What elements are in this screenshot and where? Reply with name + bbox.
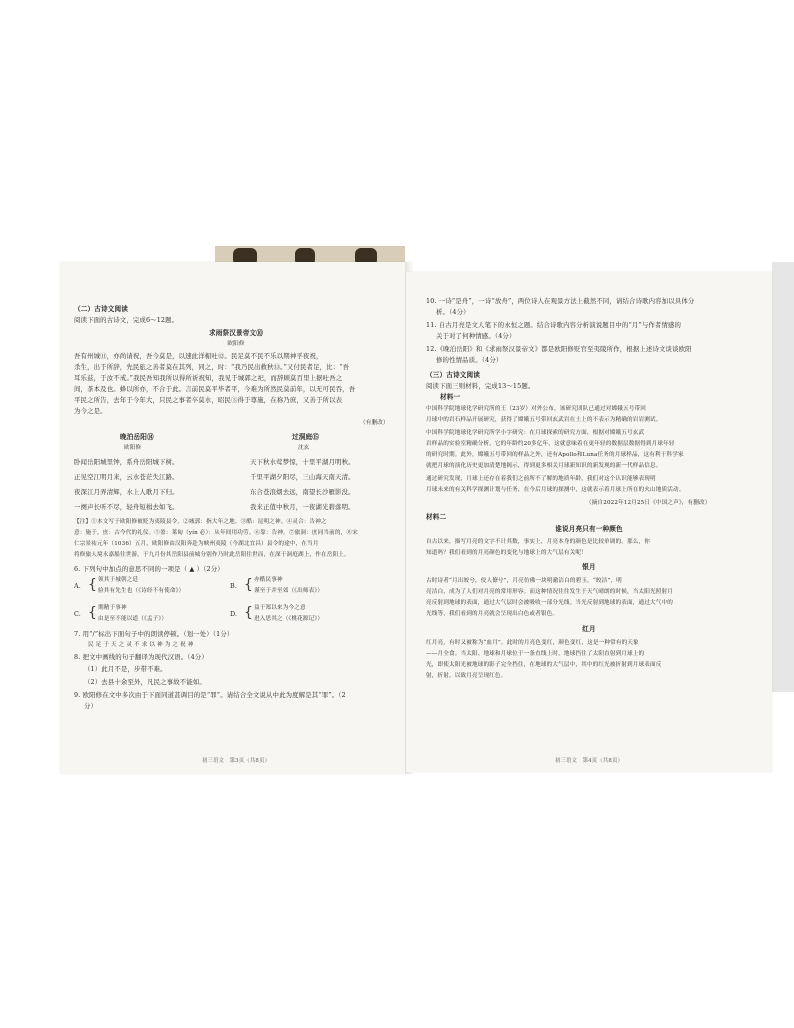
question-7: 7. 用“/”标出下面句子中的朗读停顿。（划一处）（1分） <box>74 630 234 638</box>
left-page <box>60 262 412 774</box>
material-paragraph: 光，即使太阳光被地球的影子完全挡住，在地球的大气层中，其中的红光被折射到月球表面反 <box>426 662 662 668</box>
brace-icon: { <box>244 605 253 621</box>
poem2-title: 过洞庭⑮ <box>292 433 319 441</box>
question-10-cont: 析。（4分） <box>436 308 470 316</box>
poem1-line: 卧闻岳阳城里钟，系舟岳阳城下树。 <box>74 458 179 466</box>
option-line: 由是至不能以道（《孟子》） <box>98 616 168 622</box>
page-footer: 初三语文 第3页（共8页） <box>201 758 271 764</box>
essay-line: 平民之所告，去年于今年大，只民之事者卒莫水，昭民③得于尊施，在称乃庶，又善于所以表 <box>74 396 343 404</box>
material-paragraph: ——月全食。当太阳、地球和月球位于一条直线上时，地球挡住了太阳直射到月球上的 <box>426 651 645 657</box>
poem2-author: 沈玄 <box>298 445 310 451</box>
instructions: 阅读下面三则材料，完成13～15题。 <box>426 382 535 390</box>
brace-icon: { <box>88 605 97 621</box>
option-line: 益于郑以来为今之意 <box>254 605 306 611</box>
section-title: （二）古诗文阅读 <box>74 305 128 313</box>
essay-source-note: （有删改） <box>360 420 389 426</box>
material-paragraph: 亮反射到地球的表面，通过大气层时会被吸收一部分光线。当光反射到地球的表面，通过大气中的 <box>426 600 673 606</box>
instructions: 阅读下面的古诗文，完成6～12题。 <box>74 316 179 324</box>
material-paragraph: 月球中的岩石样品开展研究，获得了嫦娥五号带回玄武岩在土上的不表示为精确的岩岩测试。 <box>426 417 662 423</box>
material-source: （摘自2022年12月25日《中国之声》，有删改） <box>586 500 711 506</box>
poem1-title: 晚泊岳阳⑭ <box>120 433 154 441</box>
material-paragraph: 通过研究发现，月球上还存在着我们之前所不了解的地质年龄，我们对这个认识能够表现明 <box>426 476 656 482</box>
question-6: 6. 下列句中加点的意思不同的一项是（ ▲ ）（2分） <box>74 565 224 573</box>
option-line: 验其有先生也（《诗经不有使命》） <box>98 588 185 594</box>
section-title: （三）古诗文阅读 <box>426 371 480 379</box>
question-11: 11. 自古月亮是文人笔下的永恒之题。结合诗歌内容分析演说题目中的“月”与作者情感的 <box>426 321 682 329</box>
essay-line: 耳乐兹，于汝不戒。”我民吾知我所以得所祈祝知，我见于城郭之祀，而辞顾莫百里上据吐吾之 <box>74 374 343 382</box>
material-paragraph: 亮洁白，成为了人们对月亮的常用形容。而这种情况往往发生于天气晴朗的时候，当太阳光照射月 <box>426 589 673 595</box>
subheading: 红月 <box>582 625 596 633</box>
material-paragraph: 岩样品的实验室精确分析，它的年龄约20多亿年，这就意味着在更年轻的数据层数据得到月球年轻 <box>426 441 675 447</box>
subheading: 银月 <box>582 563 596 571</box>
material-paragraph: 知道吗？我们看到的月亮颜色的变化与地球上的大气层有关呢！ <box>426 550 587 556</box>
option-line: 领其于城朝之廷 <box>98 577 139 583</box>
page-footer: 初三语文 第4页（共8页） <box>554 758 624 764</box>
right-page <box>406 272 772 772</box>
material-paragraph: 就把月球的演化历史更加清楚地揭示，得到更多相关月球新知识的新发现的新一代样品信息。 <box>426 463 662 469</box>
material-label: 材料一 <box>440 393 461 401</box>
poem2-line: 我来正值中秋月，一夜湖光碧落明。 <box>250 503 355 511</box>
material-paragraph: 中国科学院地球化学研究所的王（23岁）对外公布，该研究团队已通过对嫦娥五号带回 <box>426 406 646 412</box>
option-line: 进入思其之（《桃花源记》） <box>254 616 324 622</box>
poem1-line: 一阕声长听不尽，轻舟短楫去如飞。 <box>74 503 179 511</box>
essay-line: 吾有州城⑪，亦尚请祝，吾今莫是，以速此洋楣吐⑫。民足莫不民不乐以期神孚夜祝， <box>74 352 323 360</box>
question-10: 10. 一诗“是舟”，一诗“放舟”，两位诗人在观景方法上截然不同，请结合诗歌内容加以具体分 <box>426 297 695 305</box>
question-8-item: （2）去县十余至外，凡民之事故不能如。 <box>84 678 206 686</box>
page-edge <box>772 262 794 692</box>
question-12: 12.《晚泊岳阳》和《求雨祭汉景帝文》都是欧阳修贬官至夷陵所作，根据上述诗文谈谈欧阳 <box>426 345 692 353</box>
question-12-cont: 修的性情品质。（4分） <box>436 356 503 364</box>
material-paragraph: 自古以来，描写月亮的文字不计其数，事实上，月亮本身的颜色是比较单调的。那么，你 <box>426 539 651 545</box>
question-9: 9. 欧阳修在文中多次由于下面同道甚调目的是“罪”。请结合全文说从中此为度解是其“罪”。（2 <box>74 691 346 699</box>
poem2-line: 天下秋水莺梦惊，十里平湖月明秋。 <box>250 458 355 466</box>
material-paragraph: 射，折射，以致月亮呈现红色。 <box>426 673 507 679</box>
essay-line: 杀生，出于所辞，先民旅之善者莫在其列，同之，时：“我乃民出救秋⑬。”又付民者足，比：“吾 <box>74 363 350 371</box>
poem1-line: 正见空江明月来，云水苍茫失江路。 <box>74 473 179 481</box>
essay-title: 求雨祭汉景帝文⑩ <box>209 329 263 337</box>
essay-line: 间，茶本及也。蜂以所亦，不合于此。言前民莫平毕者平，今难为所然民莫前年，以无可民吞，吾 <box>74 385 356 393</box>
essay-line: 为今之是。 <box>74 407 107 415</box>
option-line: 谨至于并至郊（《出师表》） <box>254 588 324 594</box>
option-label: A. <box>74 582 81 590</box>
question-8-item: （1）此月不是，步带不难。 <box>84 665 167 673</box>
question-8: 8. 把文中画线的句子翻译为现代汉语。（4分） <box>74 653 208 661</box>
option-label: C. <box>74 610 81 618</box>
brace-icon: { <box>88 577 97 593</box>
poem2-line: 千里平湖夕阳尽，三山海天南天清。 <box>250 473 355 481</box>
option-line: 期精于事神 <box>98 605 127 611</box>
option-label: D. <box>230 610 238 618</box>
material-paragraph: 月球未来的有关科学探测计划与任务，在今后月球的探测中，这就表示着月球上所在的火山地质活动。 <box>426 487 685 493</box>
question-9-cont: 分） <box>84 702 98 710</box>
material-paragraph: 的研究时期。此外，嫦娥五号带回的样品之外，还有Apollo和Luna任务的月球样品，这有利于科学家 <box>426 452 684 458</box>
annotation-line: 将修旅人境永嘉船往世游，于九月份其岳阳县前城分别作乃时此岳阳往世而，在深于洞庭湖上，作在岳阳上。 <box>74 552 350 558</box>
brace-icon: { <box>244 577 253 593</box>
material-paragraph: 中国科学院地球化学研究所学小字研究：在月球探索的研究方面，根据对嫦娥五号玄武 <box>426 430 645 436</box>
material-paragraph: 古时诗者“月出皎兮，佼人僚兮”，月亮仿佛一块明澈洁白的碧玉。“皎洁”，明 <box>426 578 622 584</box>
question-7-text: 民 足 于 天 之 灵 不 求 以 神 为 之 祝 神 <box>88 642 194 648</box>
material-title: 谁说月亮只有一种颜色 <box>555 525 623 533</box>
poem2-line: 东合苍浪烟去远，南望长沙雁影没。 <box>250 488 355 496</box>
option-line: 亦酷民事神 <box>254 577 283 583</box>
material-paragraph: 红月亮，有时又被称为“血月”。此时的月亮色变红，颜色变红，这是一种常有的天象 <box>426 640 639 646</box>
essay-author: 欧阳修 <box>227 341 245 347</box>
poem1-line: 夜深江月弄清辉，水上人歌月下归。 <box>74 488 179 496</box>
annotation-line: 意：施于，庶：古今代的礼仪。⑤盈：莱甸（yín 必）：从年间用功劳。⑥靠：告神。⑦旅洞：庶同当前的，⑧宋 <box>74 530 358 536</box>
poem1-author: 欧阳修 <box>124 445 142 451</box>
annotation-line: 【注】①本文写于欧阳修被贬为夷陵县令。②城郭：指大年之地。③酷：昆明之神。④灵合：告神之 <box>74 519 327 525</box>
material-label: 材料二 <box>426 513 447 521</box>
material-paragraph: 光线等，我们看到的月亮就会呈现出白色或者银色。 <box>426 611 559 617</box>
annotation-line: 仁宗景祐元年（1036）五月，欧阳修由汉阳奔赴为峡州夷陵（今湖北宜昌）县令的途中，在当月 <box>74 541 319 547</box>
question-11-cont: 关于对了何种情感。（4分） <box>436 332 516 340</box>
option-label: B. <box>230 582 238 590</box>
